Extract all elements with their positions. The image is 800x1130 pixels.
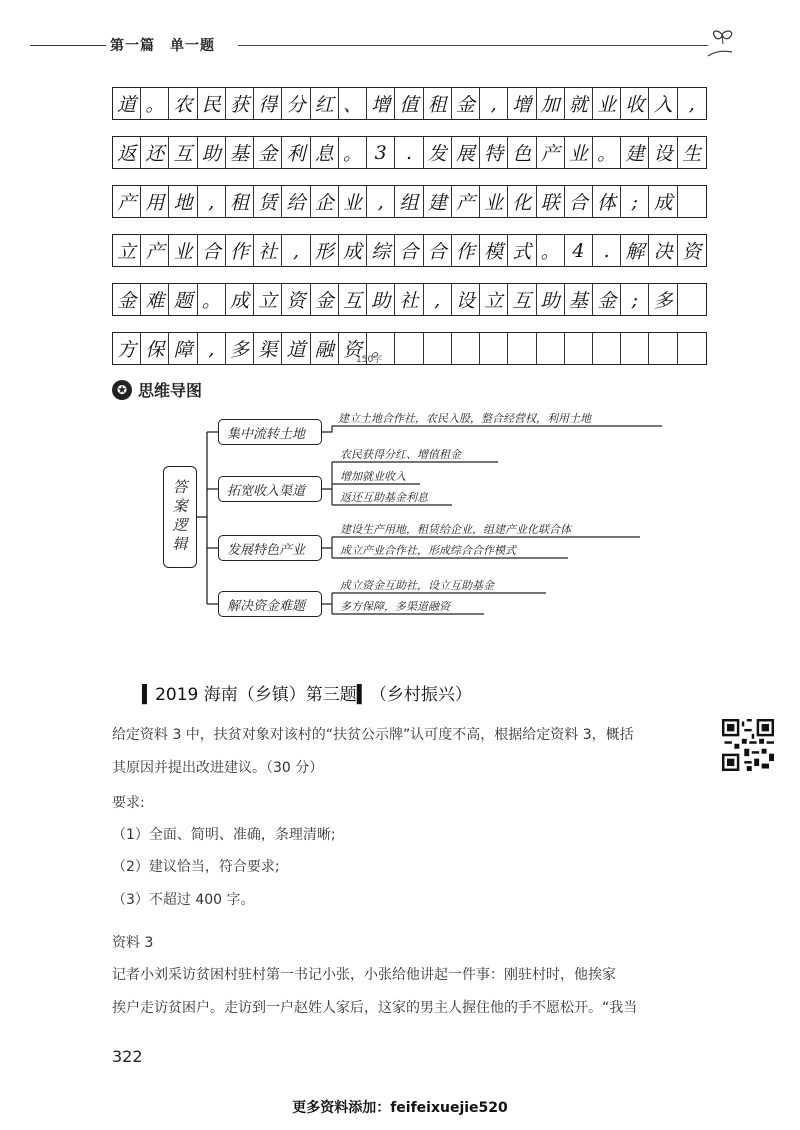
grid-cell: 互: [508, 284, 536, 315]
grid-cell: 色: [508, 137, 536, 168]
grid-cell: 多: [226, 333, 254, 364]
grid-cell: 展: [452, 137, 480, 168]
mindmap-root: 答案逻辑: [163, 466, 197, 568]
grid-cell: 资: [339, 333, 367, 364]
mindmap-leaf: 返还互助基金利息: [340, 491, 428, 504]
grid-cell: 社: [254, 235, 282, 266]
grid-cell: 得: [254, 88, 282, 119]
grid-cell: 业: [593, 88, 621, 119]
mindmap-branch-4: 解决资金难题: [218, 591, 322, 617]
grid-cell: 合: [424, 235, 452, 266]
grid-cell: 成: [649, 186, 677, 217]
grid-cell: 业: [339, 186, 367, 217]
grid-cell: 增: [508, 88, 536, 119]
grid-cell: 决: [649, 235, 677, 266]
requirements-label: 要求:: [112, 795, 145, 811]
grid-cell: 模: [480, 235, 508, 266]
grid-cell: ;: [621, 186, 649, 217]
grid-cell: 道: [282, 333, 310, 364]
mindmap-leaf: 增加就业收入: [340, 470, 406, 483]
material-line: 挨户走访贫困户。走访到一户赵姓人家后，这家的男主人握住他的手不愿松开。“我当: [112, 1000, 638, 1016]
grid-cell: 利: [282, 137, 310, 168]
grid-cell: ,: [198, 186, 226, 217]
requirement-item: （2）建议恰当，符合要求;: [112, 859, 280, 875]
grid-cell: 综: [367, 235, 395, 266]
grid-cell: 特: [480, 137, 508, 168]
grid-cell: 基: [226, 137, 254, 168]
grid-cell: 返: [113, 137, 141, 168]
grid-cell: 组: [395, 186, 423, 217]
grid-cell: 还: [141, 137, 169, 168]
grid-cell: 立: [480, 284, 508, 315]
grid-cell: 助: [537, 284, 565, 315]
grid-cell: 合: [395, 235, 423, 266]
grid-cell: 值: [395, 88, 423, 119]
header-title: 第一篇 单一题: [110, 38, 215, 54]
mindmap-branch-2: 拓宽收入渠道: [218, 476, 322, 502]
grid-cell: 金: [113, 284, 141, 315]
grid-cell: 产: [452, 186, 480, 217]
grid-cell: 息: [311, 137, 339, 168]
grid-cell: 障: [169, 333, 197, 364]
grid-cell: 互: [169, 137, 197, 168]
grid-cell: 租: [226, 186, 254, 217]
question-prompt-line: 其原因并提出改进建议。（30 分）: [112, 760, 324, 776]
question-title-bar-icon: ▍: [142, 685, 156, 705]
footer-note: 更多资料添加：feifeixuejie520: [292, 1100, 508, 1116]
mindmap-leaf: 成立产业合作社，形成综合合作模式: [340, 544, 516, 557]
grid-cell: 地: [169, 186, 197, 217]
grid-cell: 式: [508, 235, 536, 266]
grid-cell: 合: [198, 235, 226, 266]
grid-cell: 加: [537, 88, 565, 119]
grid-cell: 。: [141, 88, 169, 119]
grid-cell: 发: [424, 137, 452, 168]
grid-cell: 建: [621, 137, 649, 168]
grid-cell: 化: [508, 186, 536, 217]
grid-cell: 成: [339, 235, 367, 266]
question-title-tag: （乡村振兴）: [369, 685, 472, 705]
grid-cell: 形: [311, 235, 339, 266]
grid-cell: 助: [198, 137, 226, 168]
mindmap-icon: ✪: [112, 380, 132, 400]
mindmap-leaf: 建立土地合作社，农民入股，整合经营权，利用土地: [338, 412, 591, 425]
grid-cell: 获: [226, 88, 254, 119]
question-title: [142, 680, 472, 705]
grid-cell: 保: [141, 333, 169, 364]
question-title-main: 2019 海南（乡镇）第三题: [155, 685, 357, 705]
mindmap-branch-1: 集中流转土地: [218, 419, 322, 445]
grid-cell: 。: [593, 137, 621, 168]
grid-cell: ,: [282, 235, 310, 266]
grid-cell: 租: [424, 88, 452, 119]
grid-cell: 就: [565, 88, 593, 119]
grid-cell: 资: [682, 241, 702, 263]
grid-cell: ,: [480, 88, 508, 119]
grid-cell: 农: [169, 88, 197, 119]
material-label: 资料 3: [112, 935, 154, 951]
grid-cell: 设: [649, 137, 677, 168]
grid-cell: ,: [198, 333, 226, 364]
grid-cell: 金: [254, 137, 282, 168]
grid-cell: 产: [113, 186, 141, 217]
grid-cell: 3: [367, 137, 395, 168]
grid-cell: 设: [452, 284, 480, 315]
mindmap-leaf: 多方保障，多渠道融资: [340, 600, 450, 613]
grid-cell: 。: [198, 284, 226, 315]
grid-cell: 金: [593, 284, 621, 315]
grid-cell: .: [593, 235, 621, 266]
grid-cell: 赁: [254, 186, 282, 217]
grid-cell: ;: [621, 284, 649, 315]
grid-cell: 助: [367, 284, 395, 315]
requirement-item: （3）不超过 400 字。: [112, 892, 255, 908]
grid-cell: 给: [282, 186, 310, 217]
mindmap-leaf: 成立资金互助社，设立互助基金: [340, 579, 494, 592]
grid-cell: 立: [254, 284, 282, 315]
grid-cell: 收: [621, 88, 649, 119]
grid-cell: 社: [395, 284, 423, 315]
grid-cell: 合: [565, 186, 593, 217]
grid-cell: 业: [169, 235, 197, 266]
grid-cell: 解: [621, 235, 649, 266]
grid-cell: 生: [682, 143, 702, 165]
question-title-bar-icon: ▍: [356, 685, 370, 705]
page-number: 322: [112, 1047, 143, 1066]
grid-cell: 方: [113, 333, 141, 364]
grid-cell: 增: [367, 88, 395, 119]
grid-cell: 金: [311, 284, 339, 315]
grid-cell: 。: [367, 333, 395, 364]
material-line: 记者小刘采访贫困村驻村第一书记小张，小张给他讲起一件事：刚驻村时，他挨家: [112, 967, 616, 983]
grid-cell: .: [395, 137, 423, 168]
grid-cell: 分: [282, 88, 310, 119]
mindmap-leaf: 农民获得分红、增值租金: [340, 448, 461, 461]
grid-cell: 业: [480, 186, 508, 217]
grid-cell: 互: [339, 284, 367, 315]
grid-cell: 。: [537, 235, 565, 266]
requirement-item: （1）全面、简明、准确，条理清晰;: [112, 827, 336, 843]
grid-cell: 民: [198, 88, 226, 119]
grid-cell: 融: [311, 333, 339, 364]
grid-cell: 。: [339, 137, 367, 168]
grid-cell: 资: [282, 284, 310, 315]
grid-cell: 作: [452, 235, 480, 266]
question-prompt-line: 给定资料 3 中，扶贫对象对该村的“扶贫公示牌”认可度不高，根据给定资料 3，概括: [112, 727, 634, 743]
grid-cell: 成: [226, 284, 254, 315]
grid-cell: 、: [339, 88, 367, 119]
grid-cell: 立: [113, 235, 141, 266]
grid-cell: 企: [311, 186, 339, 217]
grid-cell: 产: [537, 137, 565, 168]
word-count-marker: 150字: [356, 355, 383, 365]
grid-cell: 难: [141, 284, 169, 315]
grid-cell: 作: [226, 235, 254, 266]
grid-cell: 基: [565, 284, 593, 315]
grid-cell: ,: [367, 186, 395, 217]
qr-code-icon: [722, 719, 774, 771]
grid-cell: 红: [311, 88, 339, 119]
grid-cell: 体: [593, 186, 621, 217]
grid-cell: 道: [113, 88, 141, 119]
grid-cell: 用: [141, 186, 169, 217]
grid-cell: 产: [141, 235, 169, 266]
grid-cell: 题: [169, 284, 197, 315]
mindmap-branch-3: 发展特色产业: [218, 535, 322, 561]
mindmap-leaf: 建设生产用地，租赁给企业，组建产业化联合体: [340, 523, 571, 536]
mindmap-title-text: 思维导图: [138, 381, 203, 400]
grid-cell: 业: [565, 137, 593, 168]
grid-cell: ,: [688, 92, 695, 115]
grid-cell: 联: [537, 186, 565, 217]
grid-cell: 多: [649, 284, 677, 315]
grid-cell: 金: [452, 88, 480, 119]
grid-cell: 入: [649, 88, 677, 119]
grid-cell: ,: [424, 284, 452, 315]
grid-cell: 4: [565, 235, 593, 266]
grid-cell: 渠: [254, 333, 282, 364]
grid-cell: 建: [424, 186, 452, 217]
